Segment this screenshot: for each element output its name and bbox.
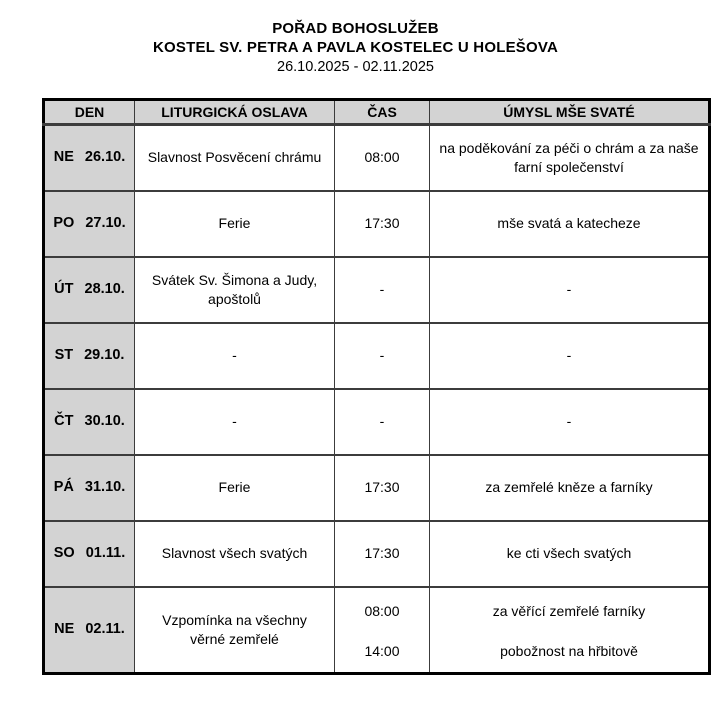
day-cell bbox=[44, 191, 135, 257]
church-name: KOSTEL SV. PETRA A PAVLA KOSTELEC U HOLEŠOVA bbox=[153, 39, 558, 56]
header-row bbox=[44, 100, 710, 125]
celebration-cell: Svátek Sv. Šimona a Judy, apoštolů bbox=[135, 257, 335, 323]
celebration-cell: Vzpomínka na všechny věrné zemřelé bbox=[135, 587, 335, 674]
celebration-cell: Ferie bbox=[135, 191, 335, 257]
table-row bbox=[44, 125, 710, 191]
intention-cell: za zemřelé kněze a farníky bbox=[430, 455, 710, 521]
day-abbr: SO bbox=[53, 545, 75, 561]
day-cell bbox=[44, 587, 135, 674]
time-cell bbox=[335, 587, 430, 674]
schedule-table-body bbox=[44, 125, 710, 674]
intention-cell: ke cti všech svatých bbox=[430, 521, 710, 587]
day-abbr: ÚT bbox=[54, 281, 74, 297]
document-header bbox=[0, 0, 711, 77]
document-title: POŘAD BOHOSLUŽEB bbox=[272, 20, 439, 37]
intention-value: pobožnost na hřbitově bbox=[500, 642, 638, 659]
time-cell: 08:00 bbox=[335, 125, 430, 191]
time-cell: 17:30 bbox=[335, 521, 430, 587]
day-abbr: PÁ bbox=[53, 479, 74, 495]
table-row bbox=[44, 257, 710, 323]
celebration-cell: Slavnost Posvěcení chrámu bbox=[135, 125, 335, 191]
day-cell bbox=[44, 257, 135, 323]
time-value: 14:00 bbox=[364, 642, 400, 659]
time-cell: - bbox=[335, 257, 430, 323]
column-header-umysl-mse-svate: ÚMYSL MŠE SVATÉ bbox=[430, 100, 710, 125]
celebration-cell: - bbox=[135, 323, 335, 389]
table-row bbox=[44, 521, 710, 587]
table-row bbox=[44, 323, 710, 389]
intention-cell: na poděkování za péči o chrám a za naše farní společenství bbox=[430, 125, 710, 191]
day-abbr: ČT bbox=[54, 413, 74, 429]
day-date: 30.10. bbox=[84, 413, 125, 429]
table-row bbox=[44, 455, 710, 521]
time-cell: 17:30 bbox=[335, 191, 430, 257]
intention-stack bbox=[439, 597, 699, 663]
day-date: 02.11. bbox=[85, 621, 125, 638]
intention-cell bbox=[430, 587, 710, 674]
celebration-cell: - bbox=[135, 389, 335, 455]
intention-value: za věřící zemřelé farníky bbox=[492, 602, 646, 619]
day-cell bbox=[44, 521, 135, 587]
day-cell bbox=[44, 323, 135, 389]
day-date: 01.11. bbox=[85, 545, 126, 561]
day-date: 28.10. bbox=[84, 281, 125, 297]
table-row bbox=[44, 389, 710, 455]
intention-cell: - bbox=[430, 257, 710, 323]
time-stack bbox=[344, 597, 420, 663]
schedule-table bbox=[42, 98, 711, 675]
day-abbr: NE bbox=[53, 149, 74, 166]
day-abbr: NE bbox=[54, 621, 75, 638]
day-date: 26.10. bbox=[84, 149, 126, 166]
intention-cell: - bbox=[430, 389, 710, 455]
day-date: 27.10. bbox=[85, 215, 126, 231]
day-cell bbox=[44, 125, 135, 191]
column-header-cas: ČAS bbox=[335, 100, 430, 125]
celebration-cell: Ferie bbox=[135, 455, 335, 521]
celebration-cell: Slavnost všech svatých bbox=[135, 521, 335, 587]
time-cell: - bbox=[335, 389, 430, 455]
date-range: 26.10.2025 - 02.11.2025 bbox=[277, 59, 434, 75]
time-value: 08:00 bbox=[364, 602, 400, 619]
time-cell: 17:30 bbox=[335, 455, 430, 521]
day-abbr: PO bbox=[53, 215, 75, 231]
day-abbr: ST bbox=[54, 347, 74, 363]
time-cell: - bbox=[335, 323, 430, 389]
column-header-den: DEN bbox=[44, 100, 135, 125]
day-cell bbox=[44, 389, 135, 455]
intention-cell: - bbox=[430, 323, 710, 389]
day-date: 31.10. bbox=[84, 479, 126, 495]
intention-cell: mše svatá a katecheze bbox=[430, 191, 710, 257]
table-row bbox=[44, 587, 710, 674]
day-date: 29.10. bbox=[84, 347, 125, 363]
table-row bbox=[44, 191, 710, 257]
day-cell bbox=[44, 455, 135, 521]
column-header-liturgicka-oslava: LITURGICKÁ OSLAVA bbox=[135, 100, 335, 125]
